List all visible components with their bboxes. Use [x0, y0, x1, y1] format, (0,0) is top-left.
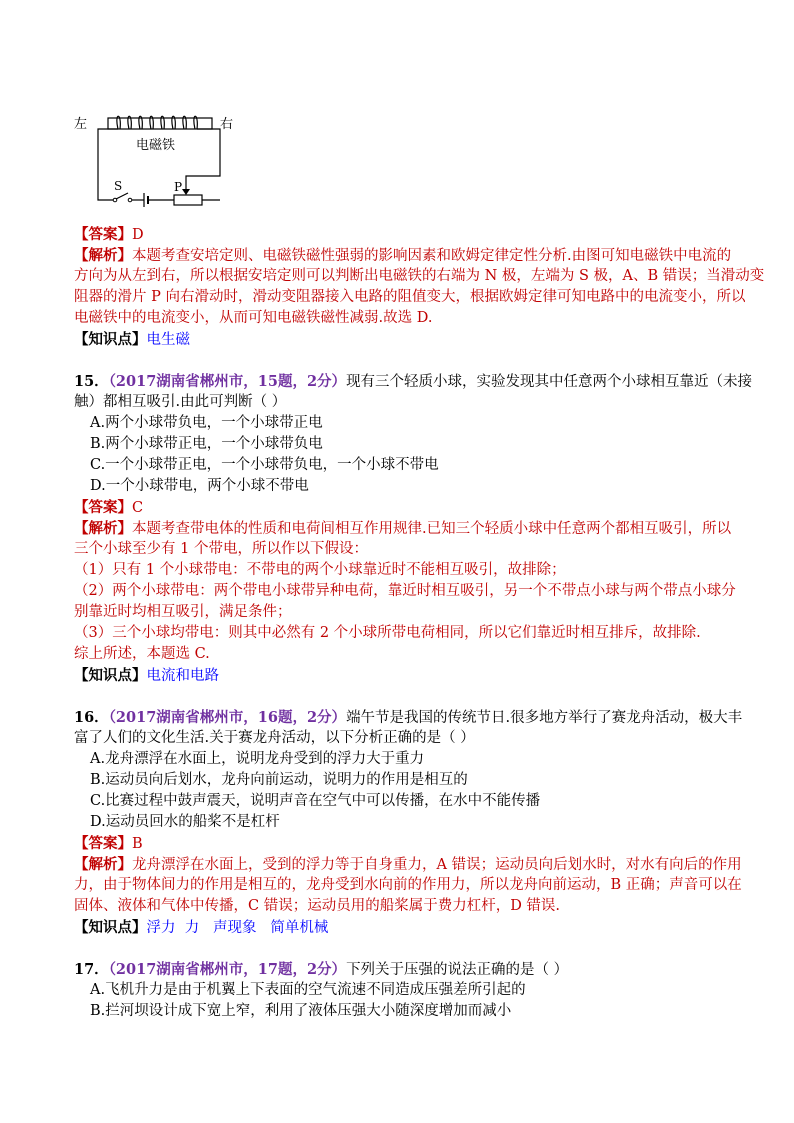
slider-label: P — [174, 180, 183, 194]
q17-stem-line-1 — [74, 959, 568, 981]
q15-option-b: B.两个小球带正电，一个小球带负电 — [90, 436, 323, 452]
answer-value: B — [132, 836, 143, 852]
q14-analysis-line-4: 电磁铁中的电流变小，从而可知电磁铁磁性减弱.故选 D. — [74, 310, 433, 326]
q14-answer-line — [74, 224, 144, 246]
q15-analysis-line-6: （3）三个小球均带电：则其中必然有 2 个小球所带电荷相同，所以它们靠近时相互排斥，故排除. — [74, 625, 701, 641]
q15-option-a: A.两个小球带负电，一个小球带正电 — [90, 415, 323, 431]
core-label: 电磁铁 — [136, 138, 176, 153]
question-number: 16． — [74, 709, 109, 726]
switch-label: S — [114, 179, 123, 193]
q15-analysis-line-5: 别靠近时均相互吸引，满足条件； — [74, 604, 292, 620]
analysis-text: 本题考查安培定则、电磁铁磁性强弱的影响因素和欧姆定律定性分析.由图可知电磁铁中电流的 — [132, 248, 732, 264]
knowledge-point: 电生磁 — [146, 332, 190, 348]
analysis-text: 龙舟漂浮在水面上，受到的浮力等于自身重力，A 错误；运动员向后划水时，对水有向后的作用 — [132, 857, 742, 873]
knowledge-point: 浮力 力 声现象 简单机械 — [146, 920, 329, 936]
analysis-tag: 【解析】 — [74, 520, 132, 537]
question-stem: 下列关于压强的说法正确的是（ ） — [346, 962, 569, 978]
q17-option-b: B.拦河坝设计成下宽上窄，利用了液体压强大小随深度增加而减小 — [90, 1003, 512, 1019]
q15-stem-line-2: 触）都相互吸引.由此可判断（ ） — [74, 394, 287, 410]
q15-option-c: C.一个小球带正电，一个小球带负电，一个小球不带电 — [90, 457, 439, 473]
q16-option-c: C.比赛过程中鼓声震天，说明声音在空气中可以传播，在水中不能传播 — [90, 793, 541, 809]
question-source: （2017湖南省郴州市，17题，2分） — [108, 961, 347, 978]
analysis-tag: 【解析】 — [74, 247, 132, 264]
q17-option-a: A.飞机升力是由于机翼上下表面的空气流速不同造成压强差所引起的 — [90, 982, 526, 998]
right-label: 右 — [220, 117, 234, 132]
q16-option-d: D.运动员回水的船桨不是杠杆 — [90, 814, 280, 830]
q16-knowledge-line — [74, 917, 328, 939]
q14-analysis-line-1 — [74, 245, 731, 267]
answer-value: D — [132, 227, 144, 243]
question-number: 15． — [74, 373, 109, 390]
question-source: （2017湖南省郴州市，15题，2分） — [108, 373, 347, 390]
q15-answer-line — [74, 497, 143, 519]
q15-stem-line-1 — [74, 371, 752, 393]
q16-option-a: A.龙舟漂浮在水面上，说明龙舟受到的浮力大于重力 — [90, 751, 425, 767]
answer-tag: 【答案】 — [74, 499, 132, 516]
slider-arrow — [182, 189, 190, 195]
question-source: （2017湖南省郴州市，16题，2分） — [108, 709, 347, 726]
q16-analysis-line-3: 固体、液体和气体中传播，C 错误；运动员用的船桨属于费力杠杆，D 错误. — [74, 898, 561, 914]
q16-stem-line-1 — [74, 707, 742, 729]
rheostat — [174, 195, 202, 205]
switch-lever — [116, 193, 128, 199]
q16-analysis-line-1 — [74, 854, 742, 876]
analysis-tag: 【解析】 — [74, 856, 132, 873]
knowledge-tag: 【知识点】 — [74, 919, 147, 936]
question-stem: 端午节是我国的传统节日.很多地方举行了赛龙舟活动，极大丰 — [346, 710, 743, 726]
q15-analysis-line-1 — [74, 518, 731, 540]
question-stem: 现有三个轻质小球，实验发现其中任意两个小球相互靠近（未接 — [346, 374, 753, 390]
q14-analysis-line-2: 方向为从左到右，所以根据安培定则可以判断出电磁铁的右端为 N 极，左端为 S 极，A、B 错误；当滑动变 — [74, 268, 765, 284]
q15-option-d: D.一个小球带电，两个小球不带电 — [90, 478, 309, 494]
left-label: 左 — [74, 117, 88, 132]
question-number: 17． — [74, 961, 109, 978]
answer-tag: 【答案】 — [74, 226, 132, 243]
q16-option-b: B.运动员向后划水，龙舟向前运动，说明力的作用是相互的 — [90, 772, 468, 788]
knowledge-tag: 【知识点】 — [74, 667, 147, 684]
answer-tag: 【答案】 — [74, 835, 132, 852]
q14-analysis-line-3: 阻器的滑片 P 向右滑动时，滑动变阻器接入电路的阻值变大，根据欧姆定律可知电路中的电流变小，所以 — [74, 289, 746, 305]
analysis-text: 本题考查带电体的性质和电荷间相互作用规律.已知三个轻质小球中任意两个都相互吸引，所以 — [132, 521, 732, 537]
answer-value: C — [132, 500, 144, 516]
knowledge-point: 电流和电路 — [146, 668, 219, 684]
knowledge-tag: 【知识点】 — [74, 331, 147, 348]
q15-knowledge-line — [74, 665, 219, 687]
q14-knowledge-line — [74, 329, 190, 351]
electromagnet-circuit-figure — [74, 104, 244, 214]
q16-analysis-line-2: 力，由于物体间力的作用是相互的，龙舟受到水向前的作用力，所以龙舟向前运动，B 正确；声音可以在 — [74, 877, 742, 893]
q15-analysis-line-3: （1）只有 1 个小球带电：不带电的两个小球靠近时不能相互吸引，故排除； — [74, 562, 566, 578]
q15-analysis-line-2: 三个小球至少有 1 个带电，所以作以下假设： — [74, 541, 368, 557]
q15-analysis-line-4: （2）两个小球带电：两个带电小球带异种电荷，靠近时相互吸引，另一个不带点小球与两个带点小球分 — [74, 583, 736, 599]
q16-answer-line — [74, 833, 143, 855]
q15-analysis-line-7: 综上所述，本题选 C. — [74, 646, 210, 662]
q16-stem-line-2: 富了人们的文化生活.关于赛龙舟活动，以下分析正确的是（ ） — [74, 730, 475, 746]
